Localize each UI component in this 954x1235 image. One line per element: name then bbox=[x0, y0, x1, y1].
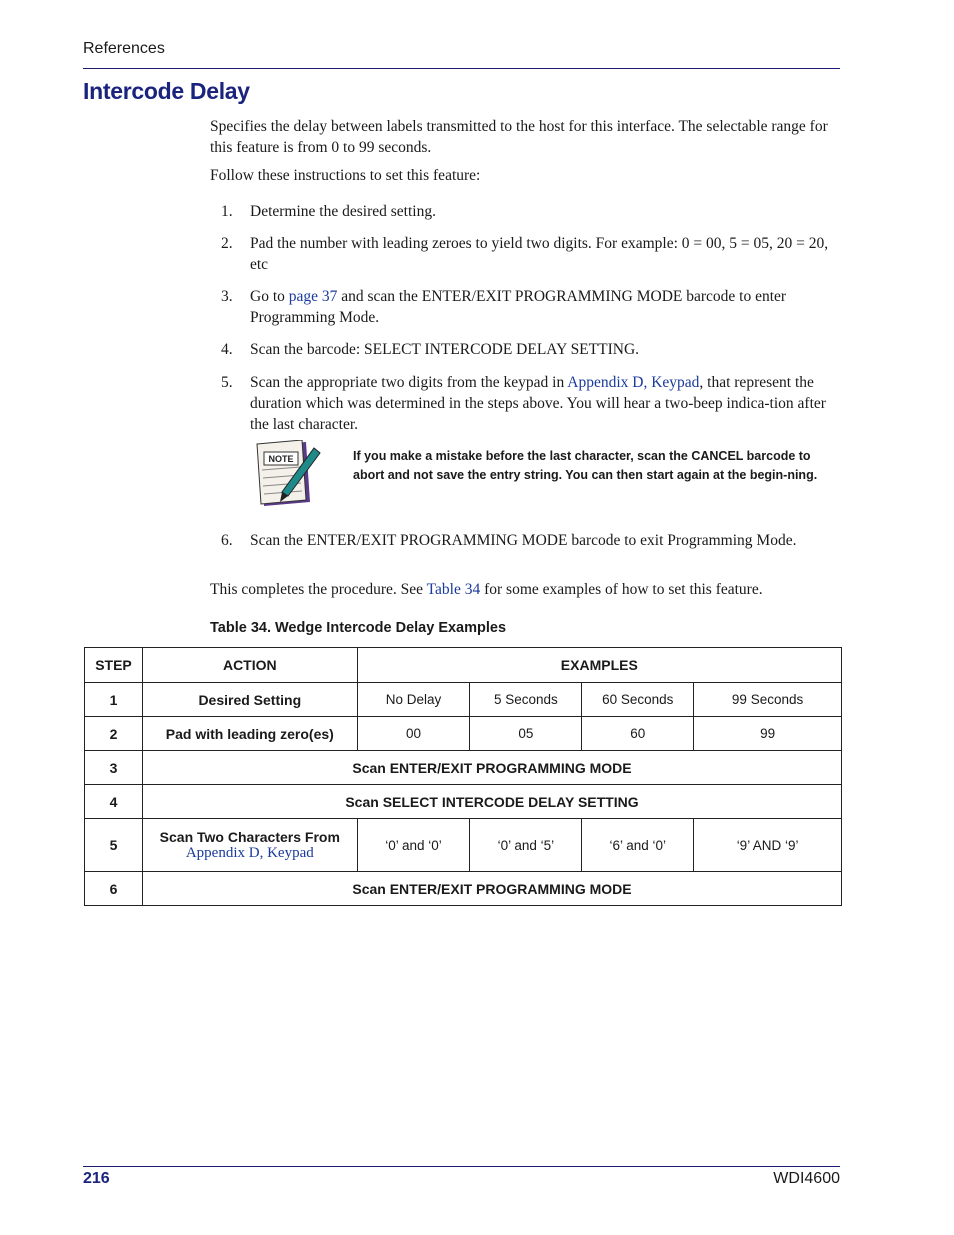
appendix-d-keypad-link[interactable]: Appendix D, Keypad bbox=[185, 844, 314, 861]
closing-pre: This completes the procedure. See bbox=[210, 581, 427, 598]
document-name: WDI4600 bbox=[773, 1170, 840, 1187]
action-text: Scan Two Characters From bbox=[159, 828, 340, 845]
example-cell: 00 bbox=[357, 717, 470, 751]
step-text: Scan the barcode: SELECT INTERCODE DELAY SETTING. bbox=[250, 341, 640, 358]
example-cell: ‘0’ and ‘0’ bbox=[357, 819, 470, 872]
example-cell: 05 bbox=[470, 717, 582, 751]
step-number: 4. bbox=[221, 341, 233, 358]
step-text: Determine the desired setting. bbox=[250, 203, 436, 220]
step-cell: 5 bbox=[85, 819, 143, 872]
header-step: STEP bbox=[85, 648, 143, 683]
page-number: 216 bbox=[83, 1170, 110, 1187]
instructions-lead: Follow these instructions to set this feature: bbox=[210, 167, 481, 184]
step-5 bbox=[221, 372, 840, 435]
running-header: References bbox=[83, 40, 165, 57]
step-cell: 6 bbox=[85, 872, 143, 906]
span-action-cell: Scan ENTER/EXIT PROGRAMMING MODE bbox=[142, 872, 841, 906]
step-number: 3. bbox=[221, 288, 233, 305]
example-cell: ‘6’ and ‘0’ bbox=[582, 819, 694, 872]
example-cell: 60 Seconds bbox=[582, 683, 694, 717]
footer-rule bbox=[83, 1166, 840, 1167]
step-text-post: , that represent the duration which was determined in the steps above. You will hear a two-beep indica-tion after the last character. bbox=[250, 374, 826, 433]
action-cell: Desired Setting bbox=[142, 683, 357, 717]
step-3 bbox=[221, 286, 840, 328]
step-4 bbox=[221, 339, 840, 360]
intro-paragraph: Specifies the delay between labels transmitted to the host for this interface. The selectable range for this feature is from 0 to 99 seconds. bbox=[210, 118, 828, 156]
step-cell: 4 bbox=[85, 785, 143, 819]
step-number: 1. bbox=[221, 203, 233, 220]
step-1 bbox=[221, 201, 840, 222]
example-cell: 5 Seconds bbox=[470, 683, 582, 717]
example-cell: ‘9’ AND ‘9’ bbox=[694, 819, 842, 872]
table-caption: Table 34. Wedge Intercode Delay Examples bbox=[210, 620, 507, 636]
step-text bbox=[250, 286, 840, 328]
table-row bbox=[85, 717, 842, 751]
note-icon-label: NOTE bbox=[268, 454, 294, 464]
example-cell: 60 bbox=[582, 717, 694, 751]
step-2 bbox=[221, 233, 840, 275]
section-title: Intercode Delay bbox=[83, 78, 250, 104]
example-cell: ‘0’ and ‘5’ bbox=[470, 819, 582, 872]
closing-paragraph bbox=[210, 579, 840, 600]
step-text: Pad the number with leading zeroes to yield two digits. For example: 0 = 00, 5 = 05, 20 = 20, etc bbox=[250, 235, 829, 273]
page-37-link[interactable]: page 37 bbox=[288, 288, 338, 305]
action-cell: Pad with leading zero(es) bbox=[142, 717, 357, 751]
header-rule bbox=[83, 68, 840, 69]
example-cell: No Delay bbox=[357, 683, 470, 717]
header-action: ACTION bbox=[142, 648, 357, 683]
step-cell: 3 bbox=[85, 751, 143, 785]
closing-post: for some examples of how to set this feature. bbox=[480, 581, 763, 598]
table-row bbox=[85, 819, 842, 872]
table-header-row bbox=[85, 648, 842, 683]
step-text: Scan the ENTER/EXIT PROGRAMMING MODE barcode to exit Programming Mode. bbox=[250, 532, 797, 549]
step-text bbox=[250, 372, 840, 435]
span-action-cell: Scan ENTER/EXIT PROGRAMMING MODE bbox=[142, 751, 841, 785]
example-cell: 99 bbox=[694, 717, 842, 751]
step-text-pre: Go to bbox=[250, 288, 289, 305]
step-number: 6. bbox=[221, 532, 233, 549]
step-text-post: and scan the ENTER/EXIT PROGRAMMING MODE barcode to enter Programming Mode. bbox=[250, 288, 787, 326]
step-text-pre: Scan the appropriate two digits from the keypad in bbox=[250, 374, 568, 391]
step-6 bbox=[221, 530, 840, 551]
appendix-d-keypad-link[interactable]: Appendix D, Keypad bbox=[567, 374, 700, 391]
step-cell: 1 bbox=[85, 683, 143, 717]
table-row bbox=[85, 785, 842, 819]
step-cell: 2 bbox=[85, 717, 143, 751]
span-action-cell: Scan SELECT INTERCODE DELAY SETTING bbox=[142, 785, 841, 819]
note-text: If you make a mistake before the last character, scan the CANCEL barcode to abort and not save the entry string. You can then start again at the begin-ning. bbox=[353, 449, 818, 482]
table-row bbox=[85, 683, 842, 717]
table-row bbox=[85, 751, 842, 785]
table-row bbox=[85, 872, 842, 906]
table-34-link[interactable]: Table 34 bbox=[426, 581, 481, 598]
example-cell: 99 Seconds bbox=[694, 683, 842, 717]
header-examples: EXAMPLES bbox=[357, 648, 841, 683]
examples-table bbox=[84, 647, 842, 906]
action-cell bbox=[142, 819, 357, 872]
note-icon bbox=[252, 440, 322, 510]
step-number: 2. bbox=[221, 235, 233, 252]
step-number: 5. bbox=[221, 374, 233, 391]
